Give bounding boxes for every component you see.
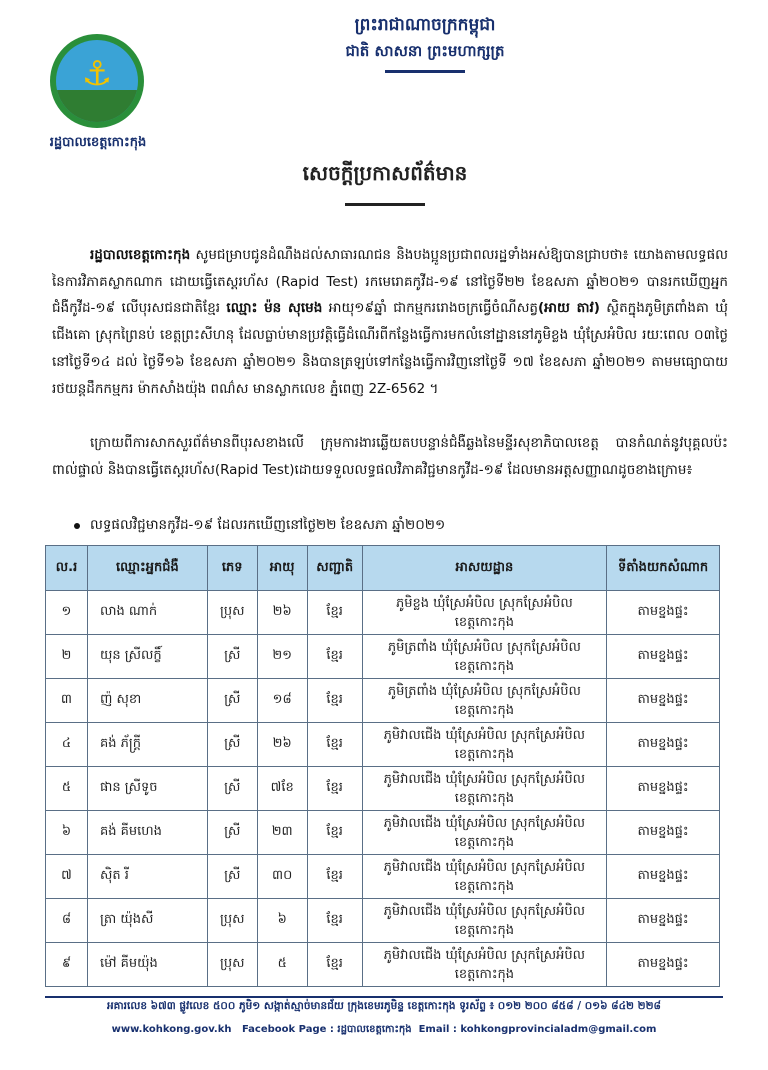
cell-sample-location: តាមខ្នងផ្ទះ [607,855,720,899]
paragraph-1-part-b: អាយុ១៩ឆ្នាំ ជាកម្មកររោងចក្រធ្វើចំណីសត្វ [322,300,538,317]
table-row [46,767,720,811]
address-line-1: ភូមិត្រពាំង ឃុំស្រែអំបិល ស្រុកស្រែអំបិល [387,639,581,655]
cell-nationality: ខ្មែរ [307,855,362,899]
cell-address [362,811,606,855]
email-label: Email : [418,1024,457,1035]
cell-nationality: ខ្មែរ [307,635,362,679]
address-line-1: ភូមិវាលជើង ឃុំស្រែអំបិល ស្រុកស្រែអំបិល [383,727,586,743]
header-patient-name: ឈ្មោះអ្នកជំងឺ [87,546,207,591]
cell-age: ៦ [257,899,307,943]
table-row [46,591,720,635]
cell-sample-location: តាមខ្នងផ្ទះ [607,635,720,679]
cell-patient-name: គង់ គីមហេង [87,811,207,855]
address-line-2: ខេត្តកោះកុង [454,966,515,982]
table-row [46,811,720,855]
cell-nationality: ខ្មែរ [307,899,362,943]
cell-index: ៧ [46,855,88,899]
patient-name: ឈ្មោះ ម៉ន សុមេង [226,300,323,317]
cell-patient-name: គង់ ភ័ក្រ្តី [87,723,207,767]
table-row [46,855,720,899]
cell-address [362,679,606,723]
cell-patient-name: យុន ស្រីលក្ខិ៍ [87,635,207,679]
address-line-2: ខេត្តកោះកុង [454,746,515,762]
address-line-1: ភូមិខ្លង ឃុំស្រែអំបិល ស្រុកស្រែអំបិល [396,595,573,611]
cell-patient-name: ញ៉ សុខា [87,679,207,723]
table-row [46,899,720,943]
cell-patient-name: ត្រា យ៉ុងសី [87,899,207,943]
cell-address [362,723,606,767]
cell-index: ១ [46,591,88,635]
motto-ornament [385,70,465,73]
header-sample-location: ទីតាំងយកសំណាក [607,546,720,591]
issuing-authority: រដ្ឋបាលខេត្តកោះកុង [49,135,147,150]
cell-index: ៦ [46,811,88,855]
cell-index: ២ [46,635,88,679]
cell-sample-location: តាមខ្នងផ្ទះ [607,811,720,855]
cell-sex: ប្រុស [207,591,257,635]
cell-nationality: ខ្មែរ [307,767,362,811]
address-line-1: ភូមិវាលជើង ឃុំស្រែអំបិល ស្រុកស្រែអំបិល [383,771,586,787]
cell-age: ២១ [257,635,307,679]
cell-address [362,855,606,899]
cell-age: ២៣ [257,811,307,855]
cell-age: ២៦ [257,723,307,767]
address-line-2: ខេត្តកោះកុង [454,614,515,630]
cell-address [362,899,606,943]
cell-nationality: ខ្មែរ [307,591,362,635]
address-line-2: ខេត្តកោះកុង [454,658,515,674]
cell-sex: ស្រី [207,855,257,899]
cell-age: ២៦ [257,591,307,635]
cell-patient-name: ផាន ស្រីទូច [87,767,207,811]
cell-age: ៧ខែ [257,767,307,811]
header-address: អាសយដ្ឋាន [362,546,606,591]
address-line-2: ខេត្តកោះកុង [454,702,515,718]
cell-address [362,591,606,635]
address-line-1: ភូមិវាលជើង ឃុំស្រែអំបិល ស្រុកស្រែអំបិល [383,815,586,831]
cell-index: ៥ [46,767,88,811]
cell-nationality: ខ្មែរ [307,723,362,767]
cell-sex: ស្រី [207,811,257,855]
header-nationality: សញ្ជាតិ [307,546,362,591]
cases-table [45,545,720,987]
cell-sex: ប្រុស [207,943,257,987]
cell-index: ៩ [46,943,88,987]
table-row [46,679,720,723]
cell-index: ៣ [46,679,88,723]
cell-sex: ស្រី [207,635,257,679]
address-line-1: ភូមិត្រពាំង ឃុំស្រែអំបិល ស្រុកស្រែអំបិល [387,683,581,699]
paragraph-1-part-a: សូមជម្រាបជូនដំណឹងដល់សាធារណជន និងបងប្អូនប្រជាពលរដ្ឋទាំងអស់ឱ្យបានជ្រាបថា៖ យោងតាមលទ្ធផលនៃការវិភាគស្លាកណាក ដោយធ្វើតេស្តរហ័ស (Rapid Test) រកមេរោគកូវីដ-១៩ នៅថ្ងៃទី២២ ខែឧសភា ឆ្នាំ២០២១ បានរកឃើញអ្នកជំងឺកូវីដ-១៩ លើបុរសជនជាតិខ្មែរ [52,247,728,317]
paragraph-1-part-c: ស្ថិតក្នុងភូមិត្រពាំងគា ឃុំជើងគោ ស្រុកព្រៃនប់ ខេត្តព្រះសីហនុ ដែលធ្លាប់មានប្រវត្តិធ្វើដំណើរពីកន្លែងធ្វើការមកលំនៅដ្ឋាននៅភូមិខ្លង ឃុំស្រែអំបិល រយៈពេល ០៣ថ្ងៃ នៅថ្ងៃទី១៤ ដល់ ថ្ងៃទី១៦ ខែឧសភា ឆ្នាំ២០២១ និងបានត្រឡប់ទៅកន្លែងធ្វើការវិញនៅថ្ងៃទី ១៧ ខែឧសភា ឆ្នាំ២០២១ តាមមធ្យោបាយរថយន្តដឹកកម្មករ ម៉ាកសាំងយ៉ុង ពណ៌ស មានស្លាកលេខ ភ្នំពេញ 2Z-6562 ។ [52,300,728,397]
cell-patient-name: ស៊ិត រី [87,855,207,899]
address-line-1: ភូមិវាលជើង ឃុំស្រែអំបិល ស្រុកស្រែអំបិល [383,903,586,919]
header-sex: ភេទ [207,546,257,591]
national-motto: ជាតិ សាសនា ព្រះមហាក្សត្រ [345,42,505,60]
bullet-icon [74,523,80,529]
title-ornament [345,203,425,206]
address-line-2: ខេត្តកោះកុង [454,834,515,850]
table-row [46,943,720,987]
website-link[interactable]: www.kohkong.gov.kh [111,1024,232,1035]
address-line-1: ភូមិវាលជើង ឃុំស្រែអំបិល ស្រុកស្រែអំបិល [383,859,586,875]
cell-sample-location: តាមខ្នងផ្ទះ [607,679,720,723]
cell-sex: ស្រី [207,723,257,767]
cell-sex: ស្រី [207,767,257,811]
cell-index: ៤ [46,723,88,767]
table-body [46,591,720,987]
cell-address [362,767,606,811]
table-row [46,723,720,767]
cell-nationality: ខ្មែរ [307,679,362,723]
cell-sample-location: តាមខ្នងផ្ទះ [607,723,720,767]
cell-nationality: ខ្មែរ [307,943,362,987]
cell-patient-name: ម៉ៅ គីមយ៉ុង [87,943,207,987]
results-bullet: លទ្ធផលវិជ្ជមានកូវីដ-១៩ ដែលរកឃើញនៅថ្ងៃ២២ ខែឧសភា ឆ្នាំ២០២១ [90,517,446,533]
email-link[interactable]: kohkongprovincialadm@gmail.com [460,1024,657,1035]
cell-address [362,943,606,987]
header-age: អាយុ [257,546,307,591]
footer-divider [45,996,723,998]
document-title: សេចក្តីប្រកាសព័ត៌មាន [302,161,468,185]
facebook-label: Facebook Page : [241,1024,334,1035]
cell-address [362,635,606,679]
authority-lead: រដ្ឋបាលខេត្តកោះកុង [90,247,191,263]
cell-sex: ប្រុស [207,899,257,943]
cell-sample-location: តាមខ្នងផ្ទះ [607,943,720,987]
address-line-2: ខេត្តកោះកុង [454,790,515,806]
table-row [46,635,720,679]
cell-sample-location: តាមខ្នងផ្ទះ [607,591,720,635]
facebook-link[interactable]: រដ្ឋបាលខេត្តកោះកុង [337,1024,412,1035]
factory-name: (អាយ តាវ) [538,300,600,317]
address-line-1: ភូមិវាលជើង ឃុំស្រែអំបិល ស្រុកស្រែអំបិល [383,947,586,963]
footer-address: អគារលេខ ៦៧៣ ផ្លូវលេខ ៥០០ ភូមិ១ សង្កាត់ស្មាច់មានជ័យ ក្រុងខេមរភូមិន្ទ ខេត្តកោះកុង ទូរស័ព្ទ ៖ ០១២ ២០០ ៨៥៨ / ០១៦ ៨៤២ ២២៨ [107,1000,661,1012]
address-line-2: ខេត្តកោះកុង [454,878,515,894]
footer-contact [45,1022,723,1037]
header-index: ល.រ [46,546,88,591]
address-line-2: ខេត្តកោះកុង [454,922,515,938]
table-header-row [46,546,720,591]
kingdom-heading: ព្រះរាជាណាចក្រកម្ពុជា [354,15,496,35]
cell-age: ៣០ [257,855,307,899]
cell-age: ១៨ [257,679,307,723]
cell-age: ៥ [257,943,307,987]
provincial-emblem-icon: ⚓ [50,34,144,128]
cell-patient-name: លាង ណាក់ [87,591,207,635]
announcement-paragraph-2: ក្រោយពីការសាកសួរព័ត៌មានពីបុរសខាងលើ ក្រុមការងារឆ្លើយតបបន្ទាន់ជំងឺឆ្លងនៃមន្ទីរសុខាភិបាលខេត្ត បានកំណត់នូវបុគ្គលប៉ះពាល់ផ្ទាល់ និងបានធ្វើតេស្តរហ័ស(Rapid Test)ដោយទទួលលទ្ធផលវិភាគវិជ្ជមានកូវីដ-១៩ ដែលមានអត្តសញ្ញាណដូចខាងក្រោម៖ [52,435,728,478]
cell-sex: ស្រី [207,679,257,723]
cell-index: ៨ [46,899,88,943]
announcement-paragraph-1 [52,242,728,402]
cell-sample-location: តាមខ្នងផ្ទះ [607,767,720,811]
cell-sample-location: តាមខ្នងផ្ទះ [607,899,720,943]
cell-nationality: ខ្មែរ [307,811,362,855]
